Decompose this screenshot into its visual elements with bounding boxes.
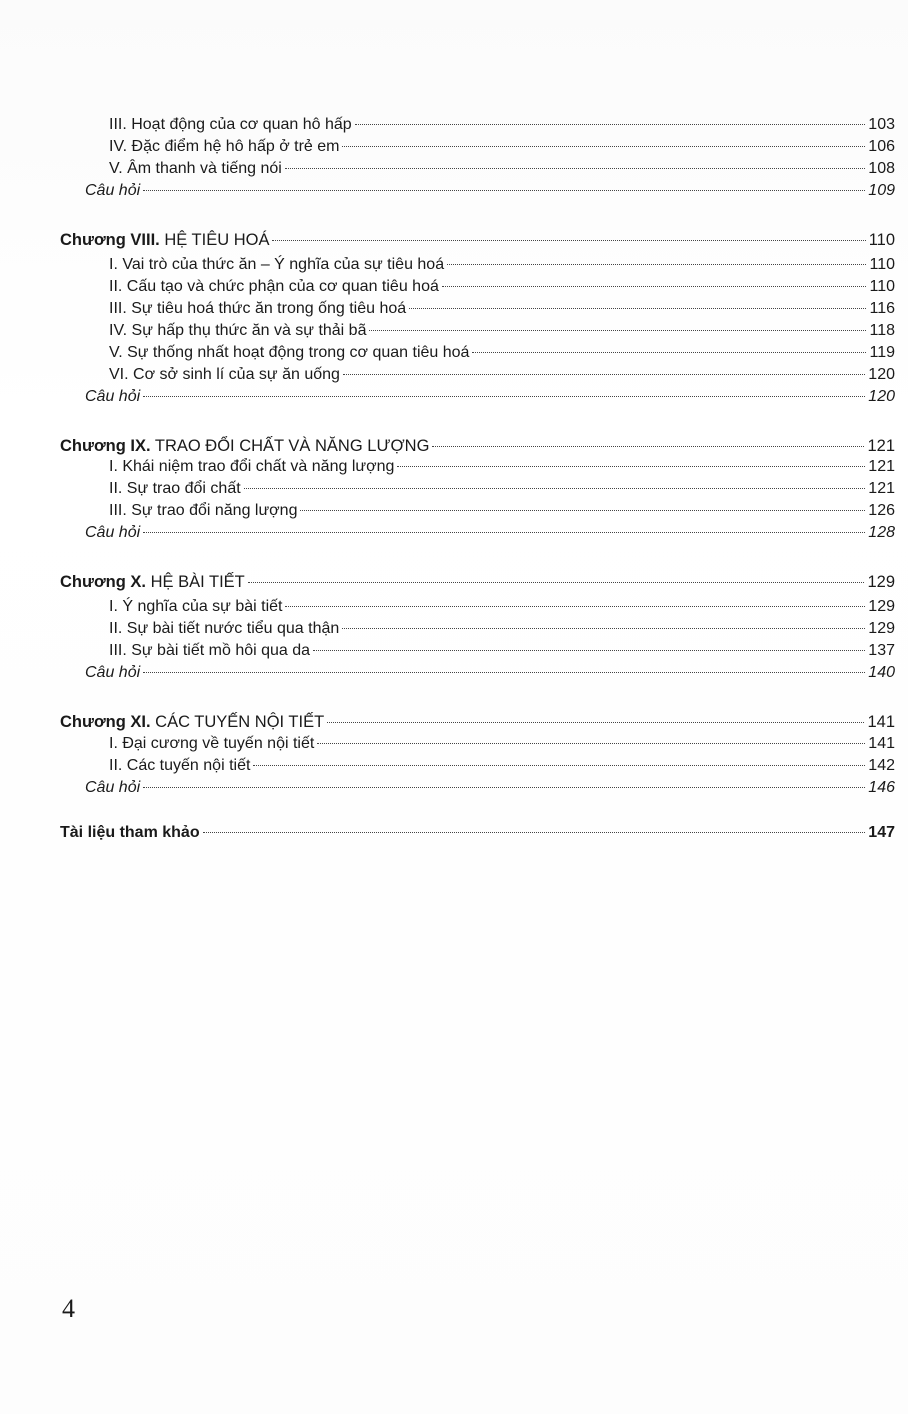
toc-label: II. Các tuyến nội tiết [109,757,251,774]
toc-label: II. Cấu tạo và chức phận của cơ quan tiêu hoá [109,278,439,295]
toc-chapter-title: HỆ TIÊU HOÁ [159,231,270,249]
toc-label: Câu hỏi [85,779,141,796]
toc-page-number: 110 [869,278,895,295]
toc-row [109,114,895,136]
toc-page-number: 129 [868,598,895,615]
toc-page-number: 120 [868,388,895,405]
toc-leader-dots [472,352,866,353]
toc-leader-dots [143,396,865,397]
toc-page-number: 126 [868,502,895,519]
toc-leader-dots [343,374,865,375]
toc-chapter-prefix: Chương IX. [60,437,151,455]
toc-page-number: 120 [868,366,895,383]
toc-row [109,342,895,364]
toc-page-number: 110 [869,256,895,273]
toc-leader-dots [313,650,865,651]
toc-chapter-prefix: Chương XI. [60,713,151,731]
page-number: 4 [62,1294,75,1323]
toc-row [109,478,895,500]
toc-leader-dots [143,190,865,191]
toc-page-number: 108 [868,160,895,177]
toc-label: V. Âm thanh và tiếng nói [109,160,282,177]
toc-row [109,618,895,640]
toc-leader-dots [369,330,866,331]
toc-label: III. Sự tiêu hoá thức ăn trong ống tiêu hoá [109,300,407,317]
toc-page-number: 141 [867,713,895,731]
toc-row [109,136,895,158]
toc-leader-dots [432,446,864,447]
toc-row [109,596,895,618]
toc-page-number: 121 [867,437,895,455]
toc-row [109,640,895,662]
toc-label: II. Sự trao đổi chất [109,480,241,497]
toc-leader-dots [397,466,865,467]
toc-page-number: 147 [868,824,895,841]
toc-label: III. Hoạt động của cơ quan hô hấp [109,116,352,133]
toc-label: Câu hỏi [85,388,141,405]
toc-label: VI. Cơ sở sinh lí của sự ăn uống [109,366,340,383]
toc-page-number: 128 [868,524,895,541]
toc-page-number: 121 [868,480,895,497]
toc-leader-dots [248,582,865,583]
toc-label: Câu hỏi [85,664,141,681]
toc-label [60,571,245,593]
toc-chapter-title: HỆ BÀI TIẾT [146,573,245,591]
toc-row [109,456,895,478]
toc-leader-dots [143,532,865,533]
toc-row [85,522,895,544]
toc-leader-dots [285,606,865,607]
toc-page-number: 129 [868,620,895,637]
toc-label: V. Sự thống nhất hoạt động trong cơ quan tiêu hoá [109,344,470,361]
toc-leader-dots [317,743,865,744]
toc-leader-dots [244,488,866,489]
toc-page-number: 129 [867,573,895,591]
toc-page-number: 141 [868,735,895,752]
toc-page-number: 116 [869,300,895,317]
toc-leader-dots [409,308,866,309]
toc-chapter-row [60,711,895,733]
toc-leader-dots [447,264,866,265]
toc-label: Câu hỏi [85,524,141,541]
toc-row [85,777,895,799]
toc-row [109,254,895,276]
toc-row [109,500,895,522]
toc-row [109,755,895,777]
toc-page-number: 142 [868,757,895,774]
toc-chapter-prefix: Chương VIII. [60,231,160,249]
toc-chapter-title: TRAO ĐỔI CHẤT VÀ NĂNG LƯỢNG [150,437,430,455]
toc-label: I. Vai trò của thức ăn – Ý nghĩa của sự tiêu hoá [109,256,445,273]
toc-label: Tài liệu tham khảo [60,824,200,841]
toc-chapter-row [60,571,895,593]
toc-row [109,733,895,755]
toc-row [85,386,895,408]
toc-label: I. Ý nghĩa của sự bài tiết [109,598,283,615]
toc-row [109,298,895,320]
toc-chapter-prefix: Chương X. [60,573,147,591]
toc-label [60,711,324,733]
toc-leader-dots [285,168,865,169]
toc-leader-dots [342,146,865,147]
toc-label: IV. Sự hấp thụ thức ăn và sự thải bã [109,322,367,339]
toc-chapter-row [60,229,895,251]
toc-page-number: 121 [868,458,895,475]
toc-page-number: 140 [868,664,895,681]
toc-leader-dots [143,672,865,673]
toc-leader-dots [327,722,864,723]
toc-chapter-title: CÁC TUYẾN NỘI TIẾT [150,713,325,731]
toc-row [109,320,895,342]
toc-label: I. Khái niệm trao đổi chất và năng lượng [109,458,395,475]
toc-row [109,158,895,180]
toc-chapter-row [60,435,895,457]
toc-page-number: 137 [868,642,895,659]
toc-leader-dots [355,124,866,125]
toc-page-number: 146 [868,779,895,796]
toc-page-number: 109 [868,182,895,199]
toc-leader-dots [272,240,865,241]
toc-label: III. Sự trao đổi năng lượng [109,502,298,519]
toc-leader-dots [253,765,865,766]
toc-row [85,662,895,684]
toc-page-number: 106 [868,138,895,155]
toc-label [60,435,429,457]
toc-page-number: 118 [869,322,895,339]
toc-leader-dots [442,286,867,287]
toc-leader-dots [143,787,865,788]
toc-label: III. Sự bài tiết mồ hôi qua da [109,642,311,659]
toc-label [60,229,269,251]
toc-row [85,180,895,202]
toc-label: IV. Đặc điểm hệ hô hấp ở trẻ em [109,138,340,155]
toc-label: II. Sự bài tiết nước tiểu qua thận [109,620,340,637]
toc-page-number: 119 [869,344,895,361]
toc-row [109,364,895,386]
toc-label: Câu hỏi [85,182,141,199]
toc-row [109,276,895,298]
toc-page-number: 110 [868,231,895,249]
toc-page-number: 103 [868,116,895,133]
toc-leader-dots [203,832,866,833]
toc-leader-dots [300,510,865,511]
toc-row [60,822,895,844]
toc-label: I. Đại cương về tuyến nội tiết [109,735,315,752]
toc-leader-dots [342,628,865,629]
